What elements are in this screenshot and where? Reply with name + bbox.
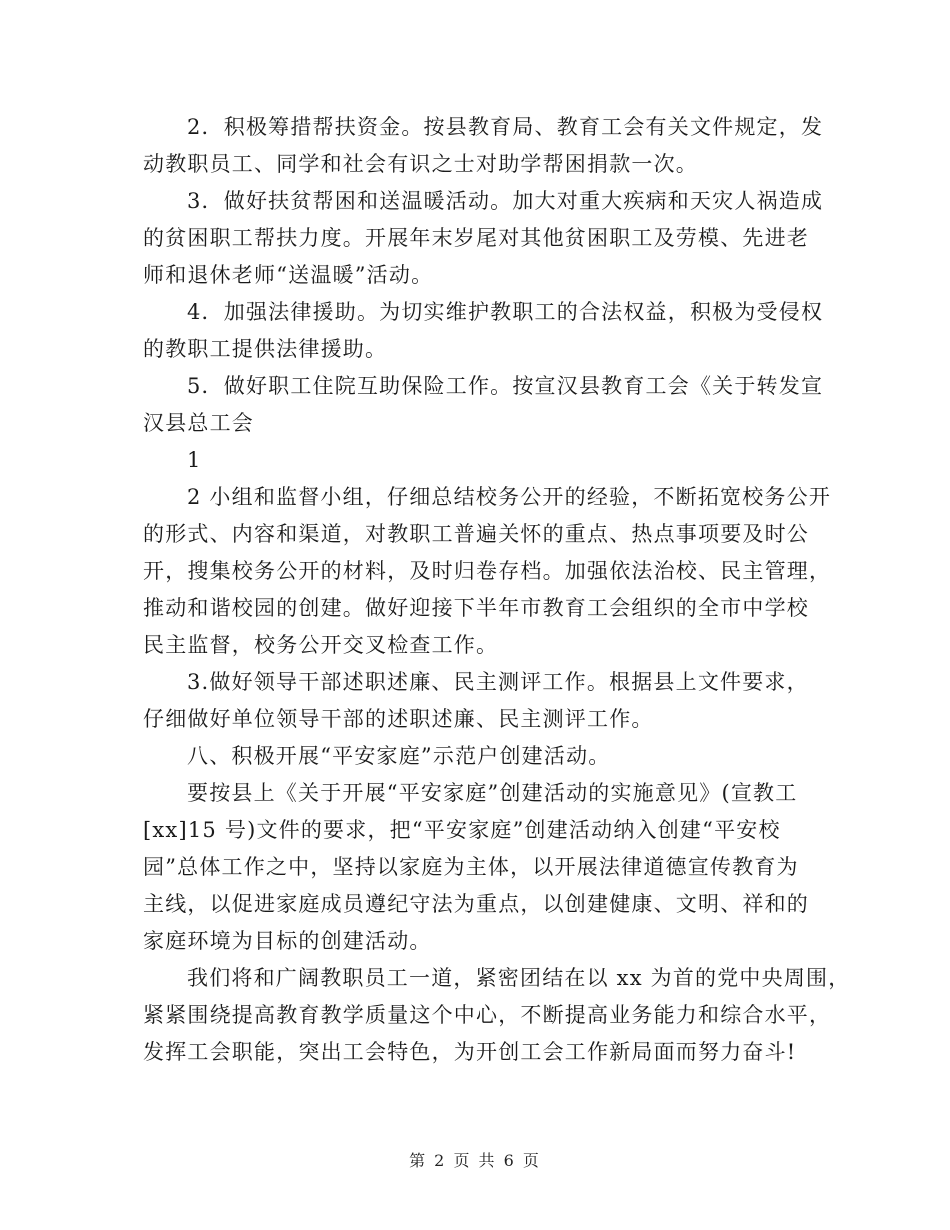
text-line: 的形式、内容和渠道，对教职工普遍关怀的重点、热点事项要及时公 — [143, 522, 809, 546]
text-line: 推动和谐校园的创建。做好迎接下半年市教育工会组织的全市中学校 — [143, 596, 809, 620]
text-line: 4．加强法律援助。为切实维护教职工的合法权益，积极为受侵权 — [187, 300, 824, 324]
text-line: 2．积极筹措帮扶资金。按县教育局、教育工会有关文件规定，发 — [187, 115, 824, 139]
text-line: 1 — [187, 448, 202, 472]
text-line: 发挥工会职能，突出工会特色，为开创工会工作新局面而努力奋斗! — [143, 1040, 797, 1064]
text-line: 师和退休老师“送温暖”活动。 — [143, 263, 434, 287]
text-line: 仔细做好单位领导干部的述职述廉、民主测评工作。 — [143, 707, 654, 731]
text-line: [xx]15 号)文件的要求，把“平安家庭”创建活动纳入创建“平安校 — [143, 818, 781, 842]
text-line: 的贫困职工帮扶力度。开展年末岁尾对其他贫困职工及劳模、先进老 — [143, 226, 809, 250]
text-line: 要按县上《关于开展“平安家庭”创建活动的实施意见》(宣教工 — [187, 781, 798, 805]
text-line: 的教职工提供法律援助。 — [143, 337, 388, 361]
text-line: 家庭环境为目标的创建活动。 — [143, 929, 432, 953]
text-line: 2 小组和监督小组，仔细总结校务公开的经验，不断拓宽校务公开 — [187, 485, 832, 509]
text-line: 动教职员工、同学和社会有识之士对助学帮困捐款一次。 — [143, 152, 698, 176]
text-line: 紧紧围绕提高教育教学质量这个中心，不断提高业务能力和综合水平， — [143, 1003, 832, 1027]
text-line: 主线，以促进家庭成员遵纪守法为重点，以创建健康、文明、祥和的 — [143, 892, 809, 916]
text-line: 汉县总工会 — [143, 411, 254, 435]
text-line: 八、积极开展“平安家庭”示范户创建活动。 — [187, 744, 611, 768]
text-line: 5．做好职工住院互助保险工作。按宣汉县教育工会《关于转发宣 — [187, 374, 824, 398]
text-line: 3.做好领导干部述职述廉、民主测评工作。根据县上文件要求， — [187, 670, 809, 694]
text-line: 园”总体工作之中，坚持以家庭为主体，以开展法律道德宣传教育为 — [143, 855, 799, 879]
text-line: 民主监督，校务公开交叉检查工作。 — [143, 633, 499, 657]
page-footer: 第 2 页 共 6 页 — [409, 1151, 541, 1170]
text-line: 3．做好扶贫帮困和送温暖活动。加大对重大疾病和天灾人祸造成 — [187, 189, 824, 213]
text-line: 我们将和广阔教职员工一道，紧密团结在以 xx 为首的党中央周围， — [187, 966, 851, 990]
document-body — [143, 109, 851, 1071]
text-line: 开，搜集校务公开的材料，及时归卷存档。加强依法治校、民主管理， — [143, 559, 832, 583]
